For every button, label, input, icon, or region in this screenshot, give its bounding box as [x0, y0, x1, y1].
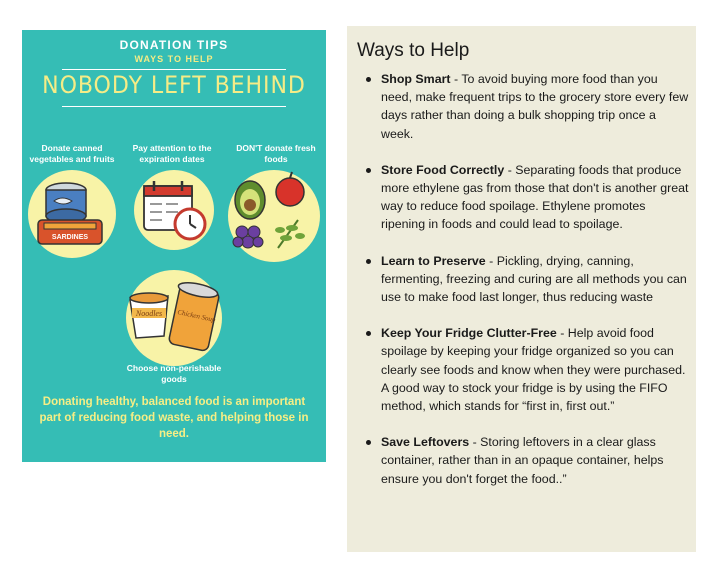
poster-title: NOBODY LEFT BEHIND: [42, 71, 306, 99]
donation-poster: [22, 30, 326, 462]
caption-canned: Donate canned vegetables and fruits: [29, 143, 115, 164]
poster-subheading: WAYS TO HELP: [134, 54, 214, 64]
caption-expiration: Pay attention to the expiration dates: [132, 143, 212, 164]
calendar-clock-icon: [134, 170, 214, 250]
tip-text: - Separating foods that produce more ethylene gas from those that don't is another great way to reduce food spoilage. Ethylene promotes ripening in foods and could lead to spoilage.: [381, 162, 689, 232]
noodles-label: Noodles: [135, 309, 163, 318]
tip-title: Learn to Preserve: [381, 253, 486, 268]
tip-learn-preserve: [361, 252, 691, 307]
tips-list: [361, 70, 691, 506]
tip-title: Store Food Correctly: [381, 162, 505, 177]
poster-footer: Donating healthy, balanced food is an important part of reducing food waste, and helping those in need.: [39, 396, 309, 440]
tip-text: - Pickling, drying, canning, fermenting, freezing and curing are all methods you can use to make food last longer, thus reducing waste: [381, 253, 687, 305]
tip-title: Shop Smart: [381, 72, 451, 86]
caption-non-perishable: Choose non-perishable goods: [126, 363, 222, 384]
bullet-icon: [366, 440, 371, 445]
poster-heading: DONATION TIPS: [119, 38, 229, 52]
poster-rule-bottom: [62, 106, 286, 107]
sardines-label: SARDINES: [51, 234, 89, 241]
ways-to-help-panel: [347, 26, 696, 552]
tip-shop-smart: [361, 70, 691, 143]
tip-fridge: [361, 324, 691, 415]
packaged-soup-icon: [126, 270, 222, 366]
fresh-produce-icon: [228, 170, 320, 262]
bullet-icon: [366, 331, 371, 336]
bullet-icon: [366, 77, 371, 82]
tip-text: - To avoid buying more food than you need, make frequent trips to the grocery store every few days rather than doing a bulk shopping trip once a week.: [381, 72, 689, 141]
bullet-icon: [366, 259, 371, 264]
caption-fresh: DON'T donate fresh foods: [236, 143, 316, 164]
fresh-food-circle: [228, 170, 320, 262]
canned-food-icon: [28, 170, 116, 258]
tip-title: Keep Your Fridge Clutter-Free: [381, 326, 557, 341]
tip-text: - Storing leftovers in a clear glass container, rather than in an opaque container, helps ensure you don't forget the food..”: [381, 435, 664, 486]
canned-food-circle: [28, 170, 116, 258]
poster-rule-top: [62, 69, 286, 70]
tip-store-food: [361, 161, 691, 234]
tip-text: - Help avoid food spoilage by keeping your fridge organized so you can clearly see foods and know when they were purchased. A good way to stock your fridge is by using the FIFO method, which stands for “first in, first out.”: [381, 326, 686, 414]
panel-title: Ways to Help: [357, 40, 470, 61]
expiration-circle: [134, 170, 214, 250]
chicken-soup-label: Chicken Soup: [176, 308, 217, 324]
tip-leftovers: [361, 433, 691, 488]
tip-title: Save Leftovers: [381, 435, 470, 450]
bullet-icon: [366, 168, 371, 173]
non-perishable-circle: [126, 270, 222, 366]
